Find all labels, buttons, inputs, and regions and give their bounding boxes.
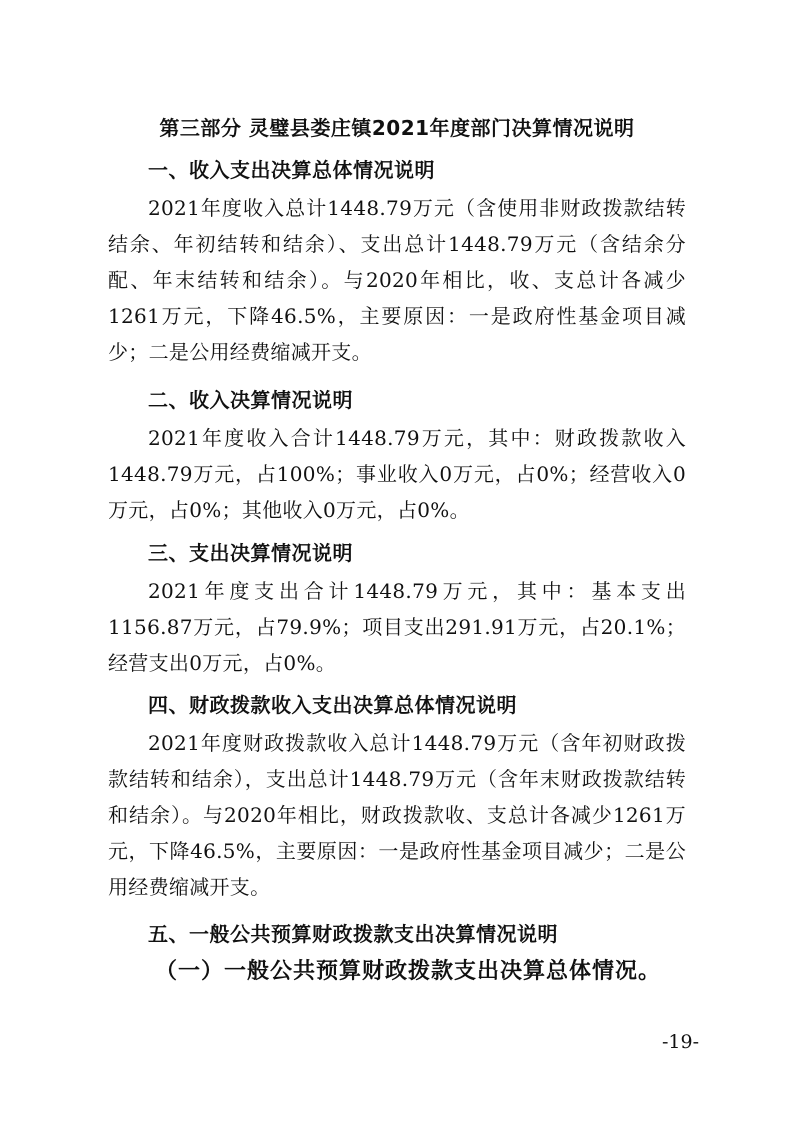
section-heading-2: 二、收入决算情况说明 (148, 388, 353, 412)
section-paragraph-2: 2021年度收入合计1448.79万元，其中：财政拨款收入1448.79万元，占100%；事业收入0万元，占0%；经营收入0万元，占0%；其他收入0万元，占0%。 (108, 426, 686, 522)
section-paragraph-4: 2021年度财政拨款收入总计1448.79万元（含年初财政拨款结转和结余），支出总计1448.79万元（含年末财政拨款结转和结余）。与2020年相比，财政拨款收、支总计各减少1261万元，下降46.5%，主要原因：一是政府性基金项目减少；二是公用经费缩减开支。 (108, 731, 686, 899)
sub-heading: （一）一般公共预算财政拨款支出决算总体情况。 (155, 959, 662, 984)
section-heading-3: 三、支出决算情况说明 (148, 541, 353, 565)
section-paragraph-1: 2021年度收入总计1448.79万元（含使用非财政拨款结转结余、年初结转和结余）、支出总计1448.79万元（含结余分配、年末结转和结余）。与2020年相比，收、支总计各减少1261万元，下降46.5%，主要原因：一是政府性基金项目减少；二是公用经费缩减开支。 (108, 196, 686, 364)
page-number: -19- (661, 1031, 699, 1053)
section-heading-1: 一、收入支出决算总体情况说明 (148, 158, 435, 182)
section-heading-5: 五、一般公共预算财政拨款支出决算情况说明 (148, 922, 558, 946)
document-title: 第三部分 灵璧县娄庄镇2021年度部门决算情况说明 (159, 116, 635, 140)
section-heading-4: 四、财政拨款收入支出决算总体情况说明 (148, 693, 517, 717)
section-paragraph-3: 2021年度支出合计1448.79万元，其中：基本支出1156.87万元，占79.9%；项目支出291.91万元，占20.1%；经营支出0万元，占0%。 (108, 579, 686, 675)
